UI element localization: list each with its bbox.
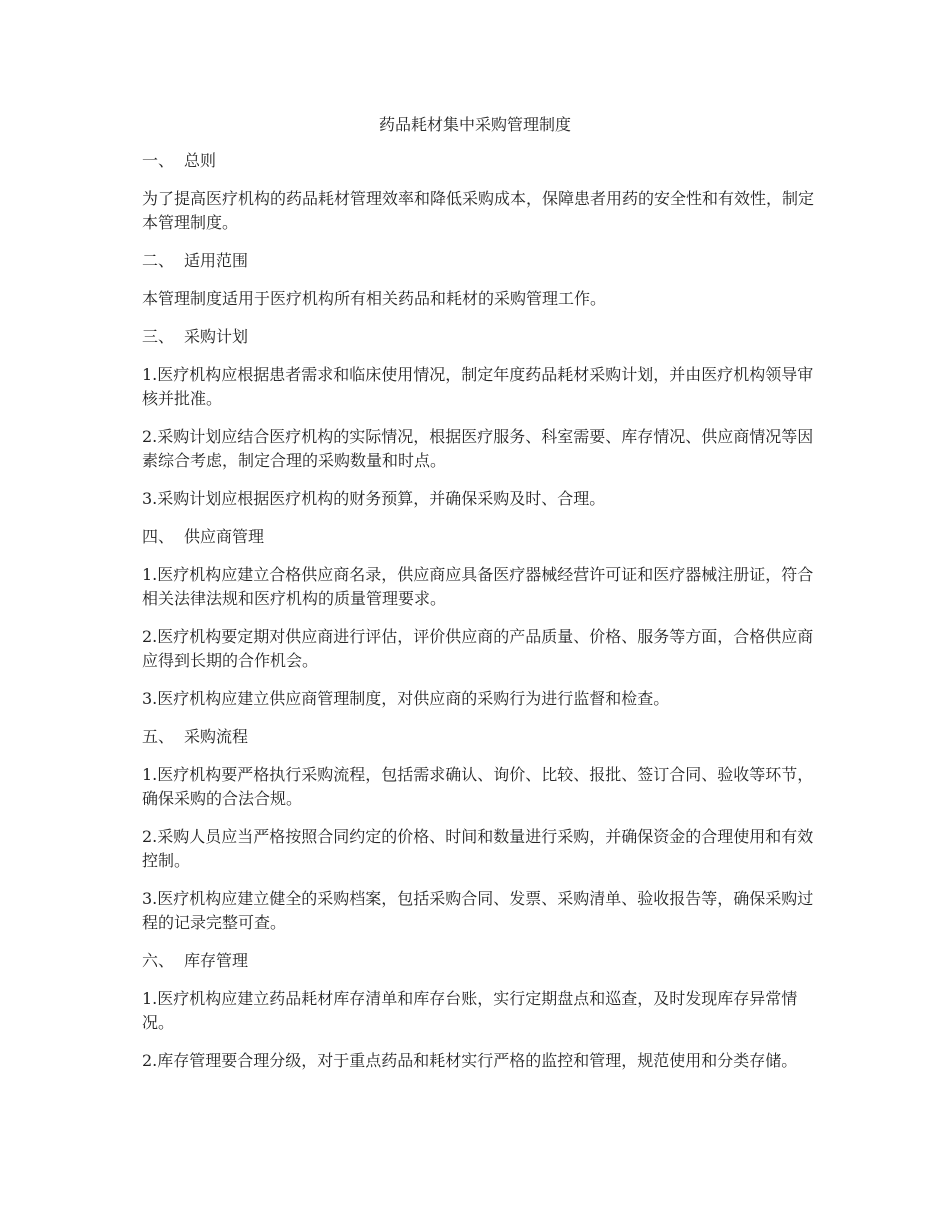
paragraph: 1.医疗机构要严格执行采购流程，包括需求确认、询价、比较、报批、签订合同、验收等环节，确保采购的合法合规。 xyxy=(142,765,814,808)
section-heading xyxy=(142,525,817,549)
section-heading xyxy=(142,149,817,173)
paragraph: 3.医疗机构应建立供应商管理制度，对供应商的采购行为进行监督和检查。 xyxy=(142,689,670,708)
section-number: 一、 xyxy=(142,151,175,170)
document-body xyxy=(142,149,817,1087)
section-title: 适用范围 xyxy=(184,251,249,270)
paragraph: 2.采购人员应当严格按照合同约定的价格、时间和数量进行采购，并确保资金的合理使用和有效控制。 xyxy=(142,827,814,870)
paragraph: 2.医疗机构要定期对供应商进行评估，评价供应商的产品质量、价格、服务等方面，合格供应商应得到长期的合作机会。 xyxy=(142,627,814,670)
section-title: 供应商管理 xyxy=(184,527,265,546)
paragraph: 3.采购计划应根据医疗机构的财务预算，并确保采购及时、合理。 xyxy=(142,489,606,508)
section-heading xyxy=(142,249,817,273)
paragraph: 本管理制度适用于医疗机构所有相关药品和耗材的采购管理工作。 xyxy=(142,289,607,308)
paragraph: 2.采购计划应结合医疗机构的实际情况，根据医疗服务、科室需要、库存情况、供应商情况等因素综合考虑，制定合理的采购数量和时点。 xyxy=(142,427,814,470)
document-title: 药品耗材集中采购管理制度 xyxy=(378,115,571,134)
section-number: 五、 xyxy=(142,727,175,746)
paragraph: 2.库存管理要合理分级，对于重点药品和耗材实行严格的监控和管理，规范使用和分类存储。 xyxy=(142,1051,798,1070)
section-title: 总则 xyxy=(184,151,217,170)
paragraph: 3.医疗机构应建立健全的采购档案，包括采购合同、发票、采购清单、验收报告等，确保采购过程的记录完整可查。 xyxy=(142,889,814,932)
section-number: 二、 xyxy=(142,251,175,270)
section-title: 库存管理 xyxy=(184,951,249,970)
section-title: 采购计划 xyxy=(184,327,249,346)
section-number: 四、 xyxy=(142,527,175,546)
paragraph: 1.医疗机构应建立药品耗材库存清单和库存台账，实行定期盘点和巡查，及时发现库存异常情况。 xyxy=(142,989,798,1032)
paragraph: 1.医疗机构应建立合格供应商名录，供应商应具备医疗器械经营许可证和医疗器械注册证，符合相关法律法规和医疗机构的质量管理要求。 xyxy=(142,565,814,608)
paragraph: 为了提高医疗机构的药品耗材管理效率和降低采购成本，保障患者用药的安全性和有效性，制定本管理制度。 xyxy=(142,189,815,232)
section-title: 采购流程 xyxy=(184,727,249,746)
paragraph: 1.医疗机构应根据患者需求和临床使用情况，制定年度药品耗材采购计划，并由医疗机构领导审核并批准。 xyxy=(142,365,814,408)
section-number: 六、 xyxy=(142,951,175,970)
section-heading xyxy=(142,725,817,749)
section-heading xyxy=(142,325,817,349)
section-heading xyxy=(142,949,817,973)
section-number: 三、 xyxy=(142,327,175,346)
